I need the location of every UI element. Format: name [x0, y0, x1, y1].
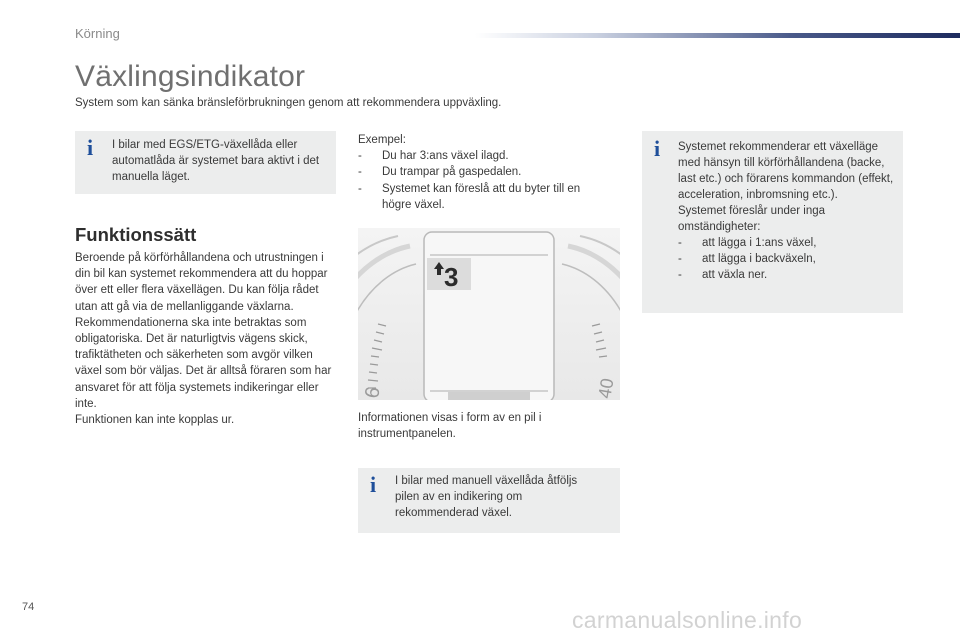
- page-number: 74: [22, 601, 35, 613]
- info-box-text: I bilar med manuell växellåda åtföljs pilen av en indikering om rekommenderad växel.: [395, 475, 578, 519]
- list-item: - att växla ner.: [678, 269, 768, 281]
- example-block: [358, 132, 608, 213]
- functions-heading: Funktionssätt: [75, 224, 197, 245]
- section-header: Körning: [75, 26, 120, 41]
- example-label: Exempel:: [358, 134, 406, 146]
- list-item: - att lägga i 1:ans växel,: [678, 237, 817, 249]
- info-box-text: I bilar med EGS/ETG-växellåda eller automatlåda är systemet bara aktivt i det manuella läget.: [112, 139, 320, 183]
- list-item: - Systemet kan föreslå att du byter till en högre växel.: [358, 182, 581, 211]
- recommendation-list: [678, 235, 898, 283]
- example-list: [358, 148, 608, 213]
- left-gauge-number: 6: [361, 385, 385, 400]
- info-box-text: [678, 139, 898, 283]
- info-box-manual: [358, 468, 620, 533]
- list-item: - Du har 3:ans växel ilagd.: [358, 150, 509, 163]
- functions-paragraph: Funktionen kan inte kopplas ur.: [75, 414, 235, 427]
- info-icon: i: [654, 136, 661, 161]
- dashboard-caption: Informationen visas i form av en pil i instrumentpanelen.: [358, 412, 542, 441]
- dashboard-image: [358, 228, 620, 400]
- header-bar: [475, 33, 960, 38]
- info-box-automatic: [75, 131, 336, 194]
- info-icon: i: [370, 472, 377, 497]
- list-item: - att lägga i backväxeln,: [678, 253, 816, 265]
- functions-paragraph: Beroende på körförhållandena och utrustningen i din bil kan systemet rekommendera att du hoppar över ett eller flera växellägen. Du kan följa rådet utan att gå via de mellanliggande växlarna.: [75, 252, 328, 313]
- info-icon: i: [87, 135, 94, 160]
- list-item: - Du trampar på gaspedalen.: [358, 166, 522, 179]
- info-paragraph: Systemet rekommenderar ett växelläge med hänsyn till körförhållandena (backe, last etc.) och förarens kommandon (effekt, acceleration, inbromsning etc.).: [678, 141, 894, 201]
- gear-indicator-number: 3: [444, 262, 459, 292]
- dashboard-illustration: [358, 228, 620, 400]
- functions-paragraph: Rekommendationerna ska inte betraktas som obligatoriska. Det är naturligtvis vägens skick, trafiktätheten och säkerheten som avgör vilken växel som bör väljas. Det är alltså föraren som har ansvaret för att följa systemets indikeringar eller inte.: [75, 316, 332, 410]
- info-box-recommendation: [642, 131, 903, 313]
- page-subtitle: System som kan sänka bränsleförbrukningen genom att rekommendera uppväxling.: [75, 97, 502, 109]
- right-gauge-number: 40: [594, 376, 618, 400]
- page-title: Växlingsindikator: [75, 60, 306, 93]
- watermark: carmanualsonline.info: [572, 607, 803, 633]
- info-paragraph: Systemet föreslår under inga omständigheter:: [678, 205, 826, 233]
- functions-text: [75, 250, 340, 428]
